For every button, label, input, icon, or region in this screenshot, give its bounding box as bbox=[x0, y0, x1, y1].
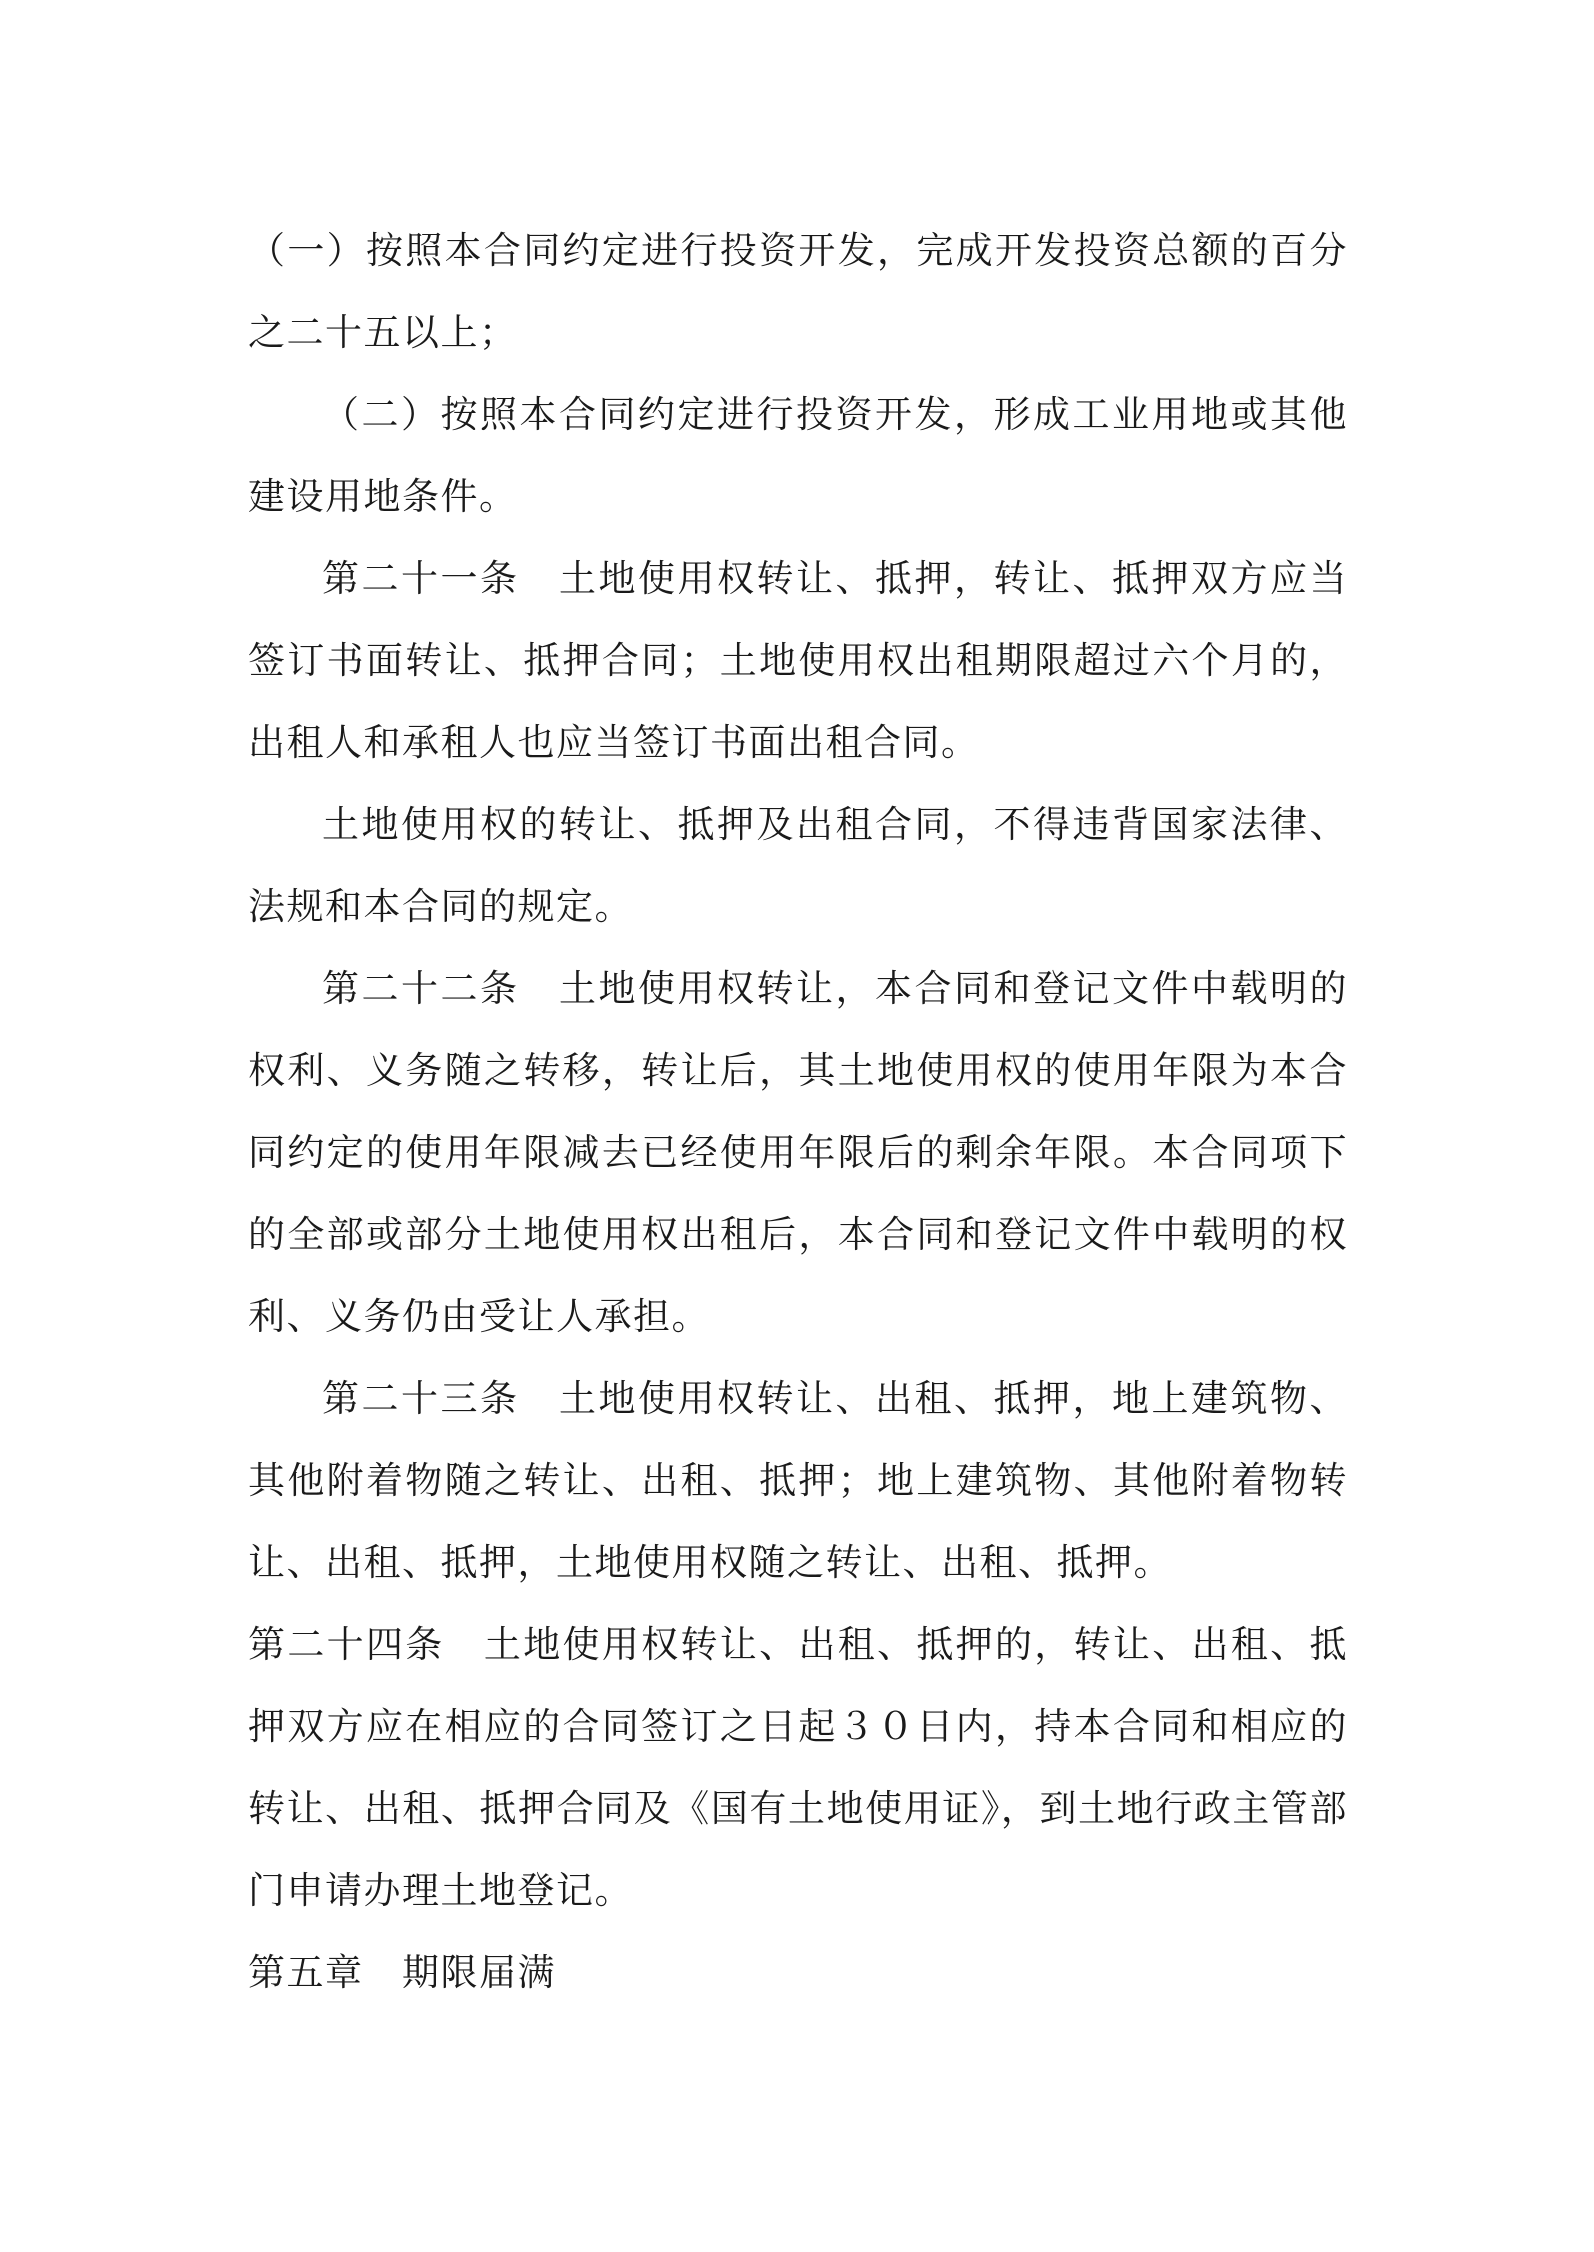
paragraph-article-21-cont: 土地使用权的转让、抵押及出租合同，不得违背国家法律、法规和本合同的规定。 bbox=[248, 803, 1348, 928]
document-body bbox=[248, 210, 1348, 2014]
paragraph-article-21: 第二十一条 土地使用权转让、抵押，转让、抵押双方应当签订书面转让、抵押合同；土地使用权出租期限超过六个月的，出租人和承租人也应当签订书面出租合同。 bbox=[248, 557, 1348, 764]
paragraph-clause-1: （一）按照本合同约定进行投资开发，完成开发投资总额的百分之二十五以上； bbox=[248, 229, 1348, 354]
chapter-heading: 第五章 期限届满 bbox=[248, 1951, 556, 1994]
paragraph-clause-2: （二）按照本合同约定进行投资开发，形成工业用地或其他建设用地条件。 bbox=[248, 393, 1348, 518]
paragraph-article-22: 第二十二条 土地使用权转让，本合同和登记文件中载明的权利、义务随之转移，转让后，其土地使用权的使用年限为本合同约定的使用年限减去已经使用年限后的剩余年限。本合同项下的全部或部分土地使用权出租后，本合同和登记文件中载明的权利、义务仍由受让人承担。 bbox=[248, 967, 1348, 1338]
paragraph-article-23: 第二十三条 土地使用权转让、出租、抵押，地上建筑物、其他附着物随之转让、出租、抵押；地上建筑物、其他附着物转让、出租、抵押，土地使用权随之转让、出租、抵押。 bbox=[248, 1377, 1348, 1584]
paragraph-article-24: 第二十四条 土地使用权转让、出租、抵押的，转让、出租、抵押双方应在相应的合同签订之日起３０日内，持本合同和相应的转让、出租、抵押合同及《国有土地使用证》，到土地行政主管部门申请办理土地登记。 bbox=[248, 1623, 1348, 1912]
